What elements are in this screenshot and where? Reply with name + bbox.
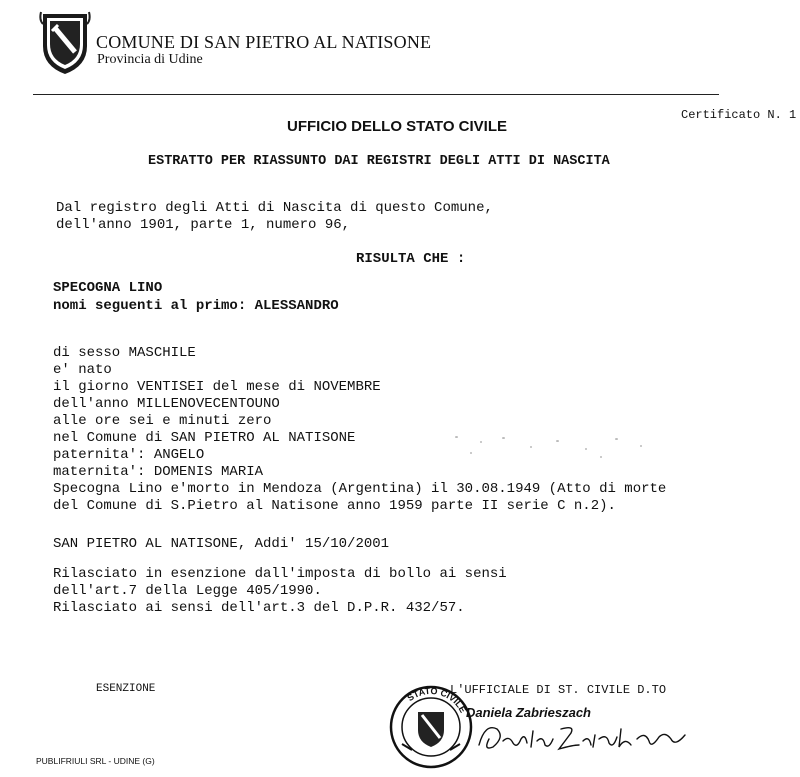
scan-speckle	[455, 436, 458, 438]
scan-speckle	[640, 445, 642, 447]
person-name: SPECOGNA LINO	[53, 280, 163, 296]
place-date: SAN PIETRO AL NATISONE, Addi' 15/10/2001	[53, 536, 390, 552]
registry-line-2: dell'anno 1901, parte 1, numero 96,	[56, 217, 351, 233]
registry-line-1: Dal registro degli Atti di Nascita di questo Comune,	[56, 200, 493, 216]
scan-speckle	[615, 438, 618, 440]
scan-speckle	[600, 456, 602, 458]
handwritten-signature	[475, 715, 695, 755]
ufficiale-label: L'UFFICIALE DI ST. CIVILE D.TO	[450, 683, 667, 697]
detail-line: di sesso MASCHILE	[53, 345, 196, 361]
comune-title: COMUNE DI SAN PIETRO AL NATISONE	[96, 32, 432, 52]
certificate-number: Certificato N. 1	[681, 108, 797, 122]
stamp-text: STATO CIVILE	[405, 685, 469, 715]
esenzione-label: ESENZIONE	[96, 683, 156, 695]
detail-line: maternita': DOMENIS MARIA	[53, 464, 264, 480]
provincia-label: Provincia di Udine	[97, 52, 203, 67]
detail-line: nel Comune di SAN PIETRO AL NATISONE	[53, 430, 356, 446]
signatory-name: Daniela Zabrieszach	[466, 705, 591, 720]
scan-speckle	[470, 452, 472, 454]
office-heading: UFFICIO DELLO STATO CIVILE	[287, 118, 507, 135]
detail-line: dell'anno MILLENOVECENTOUNO	[53, 396, 280, 412]
printer-imprint: PUBLIFRIULI SRL - UDINE (G)	[36, 756, 155, 766]
detail-line: paternita': ANGELO	[53, 447, 205, 463]
exemption-line: dell'art.7 della Legge 405/1990.	[53, 583, 322, 599]
detail-line: del Comune di S.Pietro al Natisone anno 1959 parte II serie C n.2).	[53, 498, 616, 514]
coat-of-arms-icon	[37, 10, 93, 76]
person-other-names: nomi seguenti al primo: ALESSANDRO	[53, 298, 339, 314]
scan-speckle	[585, 448, 587, 450]
detail-line: e' nato	[53, 362, 112, 378]
document-subheading: ESTRATTO PER RIASSUNTO DAI REGISTRI DEGLI ATTI DI NASCITA	[148, 154, 610, 169]
detail-line: il giorno VENTISEI del mese di NOVEMBRE	[53, 379, 381, 395]
exemption-line: Rilasciato in esenzione dall'imposta di bollo ai sensi	[53, 566, 507, 582]
scan-speckle	[556, 440, 559, 442]
header-rule	[33, 94, 719, 95]
scan-speckle	[502, 437, 505, 439]
scan-speckle	[480, 441, 482, 443]
detail-line: alle ore sei e minuti zero	[53, 413, 272, 429]
risulta-heading: RISULTA CHE :	[356, 251, 466, 267]
scan-speckle	[530, 446, 532, 448]
exemption-line: Rilasciato ai sensi dell'art.3 del D.P.R. 432/57.	[53, 600, 465, 616]
detail-line: Specogna Lino e'morto in Mendoza (Argentina) il 30.08.1949 (Atto di morte	[53, 481, 667, 497]
